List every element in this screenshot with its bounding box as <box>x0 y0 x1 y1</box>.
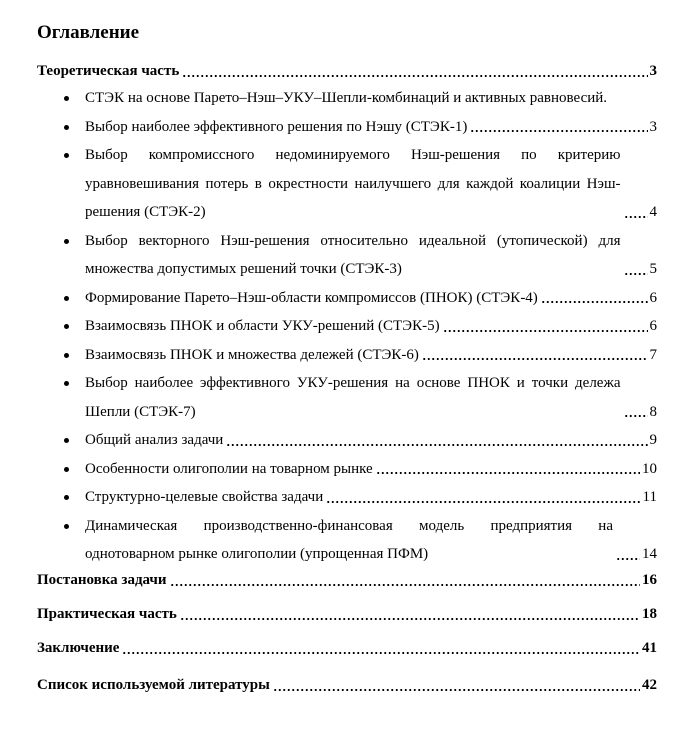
toc-item[interactable] <box>85 483 657 512</box>
toc-item[interactable] <box>85 455 657 484</box>
toc-label: Формирование Парето–Нэш-области компромиссов (ПНОК) (СТЭК-4) <box>85 289 538 306</box>
toc-page-number: 8 <box>649 403 657 420</box>
toc-page-number: 11 <box>642 489 657 505</box>
toc-item[interactable] <box>85 512 657 569</box>
dot-leader <box>326 500 640 504</box>
toc-label: Заключение <box>37 640 120 656</box>
dot-leader <box>182 74 647 78</box>
toc-item[interactable] <box>85 113 657 142</box>
toc-section-references[interactable] <box>37 671 657 700</box>
toc-label: Выбор наиболее эффективного решения по Нэшу (СТЭК-1) <box>85 118 468 135</box>
toc-label: СТЭК на основе Парето–Нэш–УКУ–Шепли-комбинаций и активных равновесий. <box>85 90 608 106</box>
toc-subsection-list <box>85 84 657 569</box>
dot-leader <box>443 329 648 333</box>
toc-page-number: 14 <box>642 546 657 562</box>
toc-page-number: 3 <box>649 63 657 79</box>
toc-label: Взаимосвязь ПНОК и множества дележей (СТЭК-6) <box>85 346 419 363</box>
dot-leader <box>122 651 640 655</box>
toc-page-number: 6 <box>649 318 657 334</box>
toc-label: Список используемой литературы <box>37 677 270 693</box>
toc-item[interactable] <box>85 227 657 284</box>
toc-label: Динамическая производственно-финансовая модель предприятия на однотоварном рынке олигополии (упрощенная ПФМ) <box>85 517 613 562</box>
toc-item[interactable] <box>85 426 657 455</box>
dot-leader <box>422 357 648 361</box>
toc-section-conclusion[interactable] <box>37 634 657 663</box>
dot-leader <box>624 272 648 276</box>
toc-page-number: 4 <box>649 204 657 220</box>
toc-page-number: 16 <box>642 572 657 588</box>
dot-leader <box>541 300 648 304</box>
toc-label: Выбор векторного Нэш-решения относительно идеальной (утопической) для множества допустимых решений точки (СТЭК-3) <box>85 232 621 277</box>
dot-leader <box>170 583 640 587</box>
toc-label: Особенности олигополии на товарном рынке <box>85 460 373 477</box>
toc-label: Выбор наиболее эффективного УКУ-решения на основе ПНОК и точки дележа Шепли (СТЭК-7) <box>85 375 621 420</box>
toc-page-number: 5 <box>649 261 657 277</box>
toc-label: Общий анализ задачи <box>85 432 224 448</box>
dot-leader <box>226 443 647 447</box>
dot-leader <box>616 557 640 561</box>
dot-leader <box>376 471 640 475</box>
toc-item[interactable] <box>85 369 657 426</box>
toc-label: Постановка задачи <box>37 572 167 588</box>
toc-label: Теоретическая часть <box>37 63 180 79</box>
toc-item[interactable] <box>85 141 657 227</box>
toc-section-problem[interactable] <box>37 566 657 595</box>
dot-leader <box>273 688 640 692</box>
dot-leader <box>180 617 640 621</box>
toc-item[interactable] <box>85 84 657 113</box>
toc-page-number: 42 <box>642 677 657 693</box>
toc-label: Структурно-целевые свойства задачи <box>85 489 324 505</box>
dot-leader <box>470 129 647 133</box>
toc-item[interactable] <box>85 312 657 341</box>
toc-label: Взаимосвязь ПНОК и области УКУ-решений (СТЭК-5) <box>85 318 440 334</box>
dot-leader <box>624 414 648 418</box>
dot-leader <box>624 215 648 219</box>
toc-item[interactable] <box>85 284 657 313</box>
toc-page-number: 3 <box>649 118 657 135</box>
toc-page-number: 9 <box>649 432 657 448</box>
toc-page-number: 41 <box>642 640 657 656</box>
toc-label: Практическая часть <box>37 606 177 622</box>
toc-page-number: 18 <box>642 606 657 622</box>
toc-page-number: 10 <box>642 460 657 477</box>
toc-section-practice[interactable] <box>37 600 657 629</box>
toc-title: Оглавление <box>37 22 140 43</box>
toc-page-number: 7 <box>649 346 657 363</box>
toc-page-number: 6 <box>649 289 657 306</box>
toc-label: Выбор компромиссного недоминируемого Нэш-решения по критерию уравновешивания потерь в окрестности наилучшего для каждой коалиции Нэш-решения (СТЭК-2) <box>85 147 621 220</box>
toc-item[interactable] <box>85 341 657 370</box>
toc-section-theory[interactable] <box>37 57 657 86</box>
